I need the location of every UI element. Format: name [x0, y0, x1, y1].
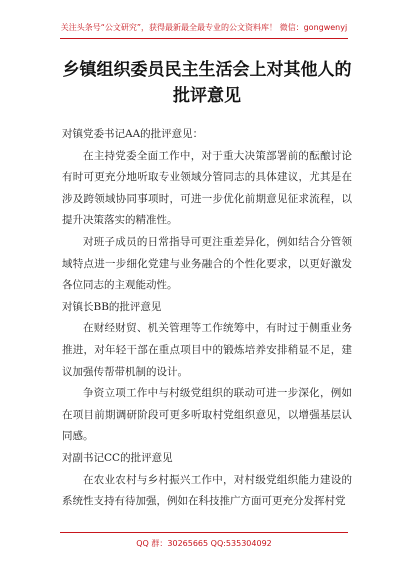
header-banner: 关注头条号“公文研究”，获得最新最全最专业的公文资料库！ 微信：gongwenyj — [60, 23, 348, 32]
section-heading: 对镇党委书记AA的批评意见： — [62, 128, 204, 140]
header-divider — [60, 38, 348, 39]
footer-divider — [60, 532, 348, 533]
paragraph: 在农业农村与乡村振兴工作中，对村级党组织能力建设的系统性支持有待加强，例如在科技推广方面可更充分发挥村党 — [62, 473, 352, 508]
paragraph: 对班子成员的日常指导可更注重差异化，例如结合分管领域特点进一步细化党建与业务融合的个性化要求，以更好激发各位同志的主观能动性。 — [62, 235, 352, 292]
paragraph: 在主持党委全面工作中，对于重大决策部署前的酝酿讨论有时可更充分地听取专业领域分管同志的具体建议，尤其是在涉及跨领域协同事项时，可进一步优化前期意见征求流程，以提升决策落实的精准性。 — [62, 149, 352, 227]
paragraph: 在财经财贸、机关管理等工作统筹中，有时过于侧重业务推进，对年轻干部在重点项目中的锻炼培养安排稍显不足，建议加强传帮带机制的设计。 — [62, 322, 352, 378]
footer-contact: QQ 群：30265665 QQ:535304092 — [136, 539, 272, 548]
document-title: 乡镇组织委员民主生活会上对其他人的批评意见 — [62, 60, 352, 106]
document-body — [62, 124, 352, 513]
section-heading: 对副书记CC的批评意见 — [62, 451, 173, 464]
paragraph: 争资立项工作中与村级党组织的联动可进一步深化，例如在项目前期调研阶段可更多听取村党组织意见，以增强基层认同感。 — [62, 387, 352, 443]
section-heading: 对镇长BB的批评意见 — [62, 300, 162, 313]
